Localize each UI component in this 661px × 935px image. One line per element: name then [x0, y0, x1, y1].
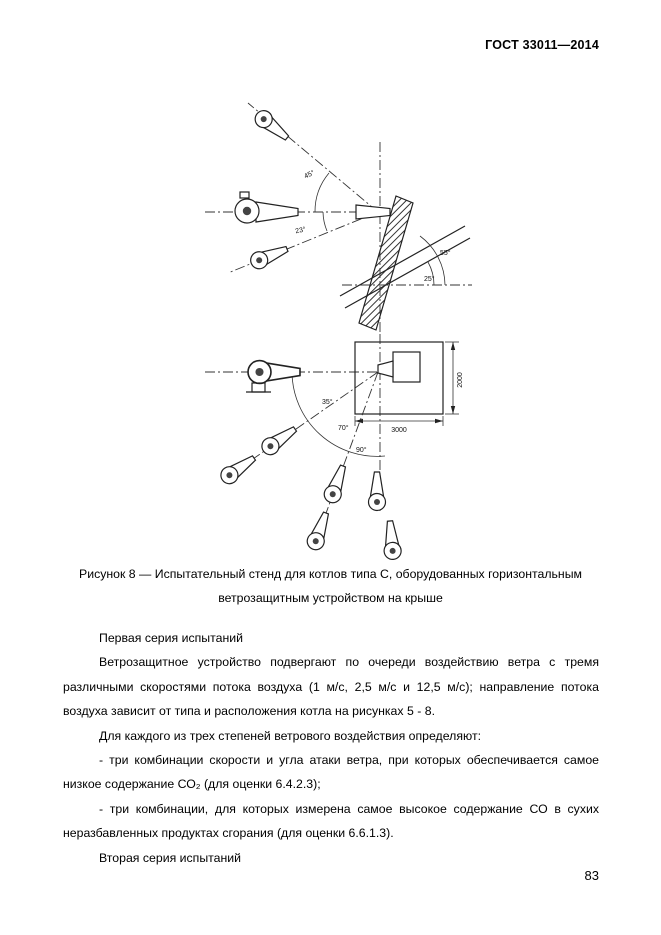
label-angle-23: 23° — [294, 226, 307, 236]
label-angle-70: 70° — [338, 425, 349, 432]
fan-stand — [252, 383, 265, 392]
fan-icon — [259, 422, 300, 458]
figure-8-diagram — [0, 80, 661, 560]
label-dim-2000: 2000 — [457, 372, 464, 388]
fan-icon — [248, 241, 290, 271]
label-angle-35: 35° — [322, 399, 333, 406]
paragraph: Для каждого из трех степеней ветрового воздействия определяют: — [99, 728, 481, 743]
body-text — [63, 626, 599, 870]
fan-icon — [369, 472, 386, 511]
fan-icon — [235, 192, 298, 223]
label-angle-55: 55° — [440, 250, 451, 257]
paragraph: Первая серия испытаний — [99, 631, 243, 645]
doc-number: ГОСТ 33011—2014 — [485, 38, 599, 52]
paragraph: Ветрозащитное устройство подвергают по очереди воздействию ветра с тремя различными скоростями потока воздуха (1 м/с, 2,5 м/с и 12,5 м/с); направление потока воздуха зависит от типа и расположения котла на рисунках 5 - 8. — [63, 655, 599, 719]
fan-icon — [305, 510, 334, 552]
fan-icon — [382, 520, 402, 560]
page-number: 83 — [584, 868, 599, 883]
label-dim-3000: 3000 — [391, 427, 407, 434]
label-angle-25: 25° — [424, 276, 435, 283]
figure-caption: Рисунок 8 — Испытательный стенд для котлов типа С, оборудованных горизонтальным ветрозащитным устройством на крыше — [79, 567, 582, 605]
fan-icon — [252, 107, 293, 144]
fan-icon — [322, 463, 351, 505]
fan-icon — [218, 451, 259, 487]
paragraph: - три комбинации скорости и угла атаки ветра, при которых обеспечивается самое низкое содержание СО₂ (для оценки 6.4.2.3); — [63, 753, 599, 792]
flue-terminal — [356, 205, 390, 219]
label-angle-90: 90° — [356, 447, 367, 454]
roof-line-lower — [345, 238, 470, 308]
plan-70-line — [318, 372, 378, 535]
label-angle-45: 45° — [303, 169, 316, 181]
paragraph: - три комбинации, для которых измерена самое высокое содержание СО в сухих неразбавленных продуктах сгорания (для оценки 6.6.1.3). — [63, 801, 599, 841]
dimension-2000 — [445, 342, 464, 414]
paragraph: Вторая серия испытаний — [99, 850, 242, 865]
arc-23 — [323, 212, 327, 231]
boiler — [393, 352, 420, 382]
dimension-3000 — [355, 416, 443, 434]
arc-45 — [315, 173, 329, 212]
